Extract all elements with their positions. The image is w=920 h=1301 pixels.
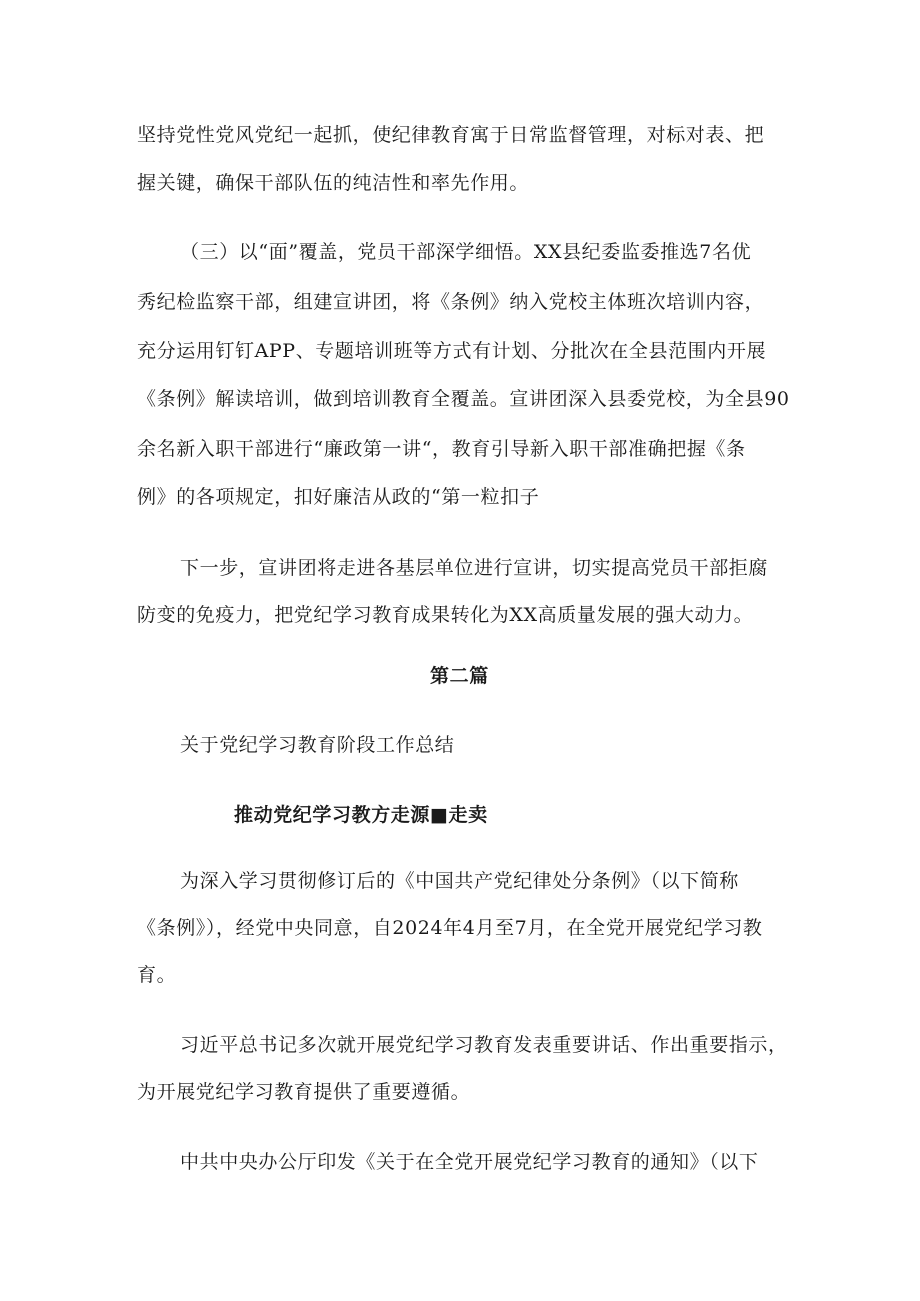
paragraph-2-line-4: 《条例》解读培训，做到培训教育全覆盖。宣讲团深入县委党校，为全县90 bbox=[137, 388, 790, 410]
paragraph-2-line-5: 余名新入职干部进行“廉政第一讲“，教育引导新入职干部准确把握《条 bbox=[137, 438, 746, 460]
paragraph-2-line-2: 秀纪检监察干部，组建宣讲团，将《条例》纳入党校主体班次培训内容， bbox=[137, 291, 765, 313]
paragraph-5-line-1: 习近平总书记多次就开展党纪学习教育发表重要讲话、作出重要指示， bbox=[180, 1034, 788, 1056]
paragraph-1-line-2: 握关键，确保干部队伍的纯洁性和率先作用。 bbox=[137, 172, 530, 194]
paragraph-2-line-3: 充分运用钉钉APP、专题培训班等方式有计划、分批次在全县范围内开展 bbox=[137, 340, 767, 362]
paragraph-3-line-2: 防变的免疫力，把党纪学习教育成果转化为XX高质量发展的强大动力。 bbox=[137, 604, 754, 626]
paragraph-6-line-1: 中共中央办公厅印发《关于在全党开展党纪学习教育的通知》（以下 bbox=[180, 1151, 759, 1173]
paragraph-4-line-2: 《条例》），经党中央同意，自2024年4月至7月，在全党开展党纪学习教 bbox=[137, 917, 763, 939]
paragraph-3-line-1: 下一步，宣讲团将走进各基层单位进行宣讲，切实提高党员干部拒腐 bbox=[180, 557, 769, 579]
paragraph-2-line-1: （三）以“面”覆盖，党员干部深学细悟。XX县纪委监委推选7名优 bbox=[180, 241, 752, 263]
article-subtitle: 推动党纪学习教方走源■走卖 bbox=[234, 804, 488, 826]
paragraph-4-line-3: 育。 bbox=[137, 964, 177, 986]
paragraph-1-line-1: 坚持党性党风党纪一起抓，使纪律教育寓于日常监督管理，对标对表、把 bbox=[137, 124, 765, 146]
paragraph-4-line-1: 为深入学习贯彻修订后的《中国共产党纪律处分条例》（以下简称 bbox=[180, 870, 739, 892]
paragraph-2-line-6: 例》的各项规定，扣好廉洁从政的“第一粒扣子 bbox=[137, 486, 540, 508]
article-title: 关于党纪学习教育阶段工作总结 bbox=[180, 734, 455, 756]
section-heading: 第二篇 bbox=[430, 665, 489, 687]
paragraph-5-line-2: 为开展党纪学习教育提供了重要遵循。 bbox=[137, 1081, 471, 1103]
